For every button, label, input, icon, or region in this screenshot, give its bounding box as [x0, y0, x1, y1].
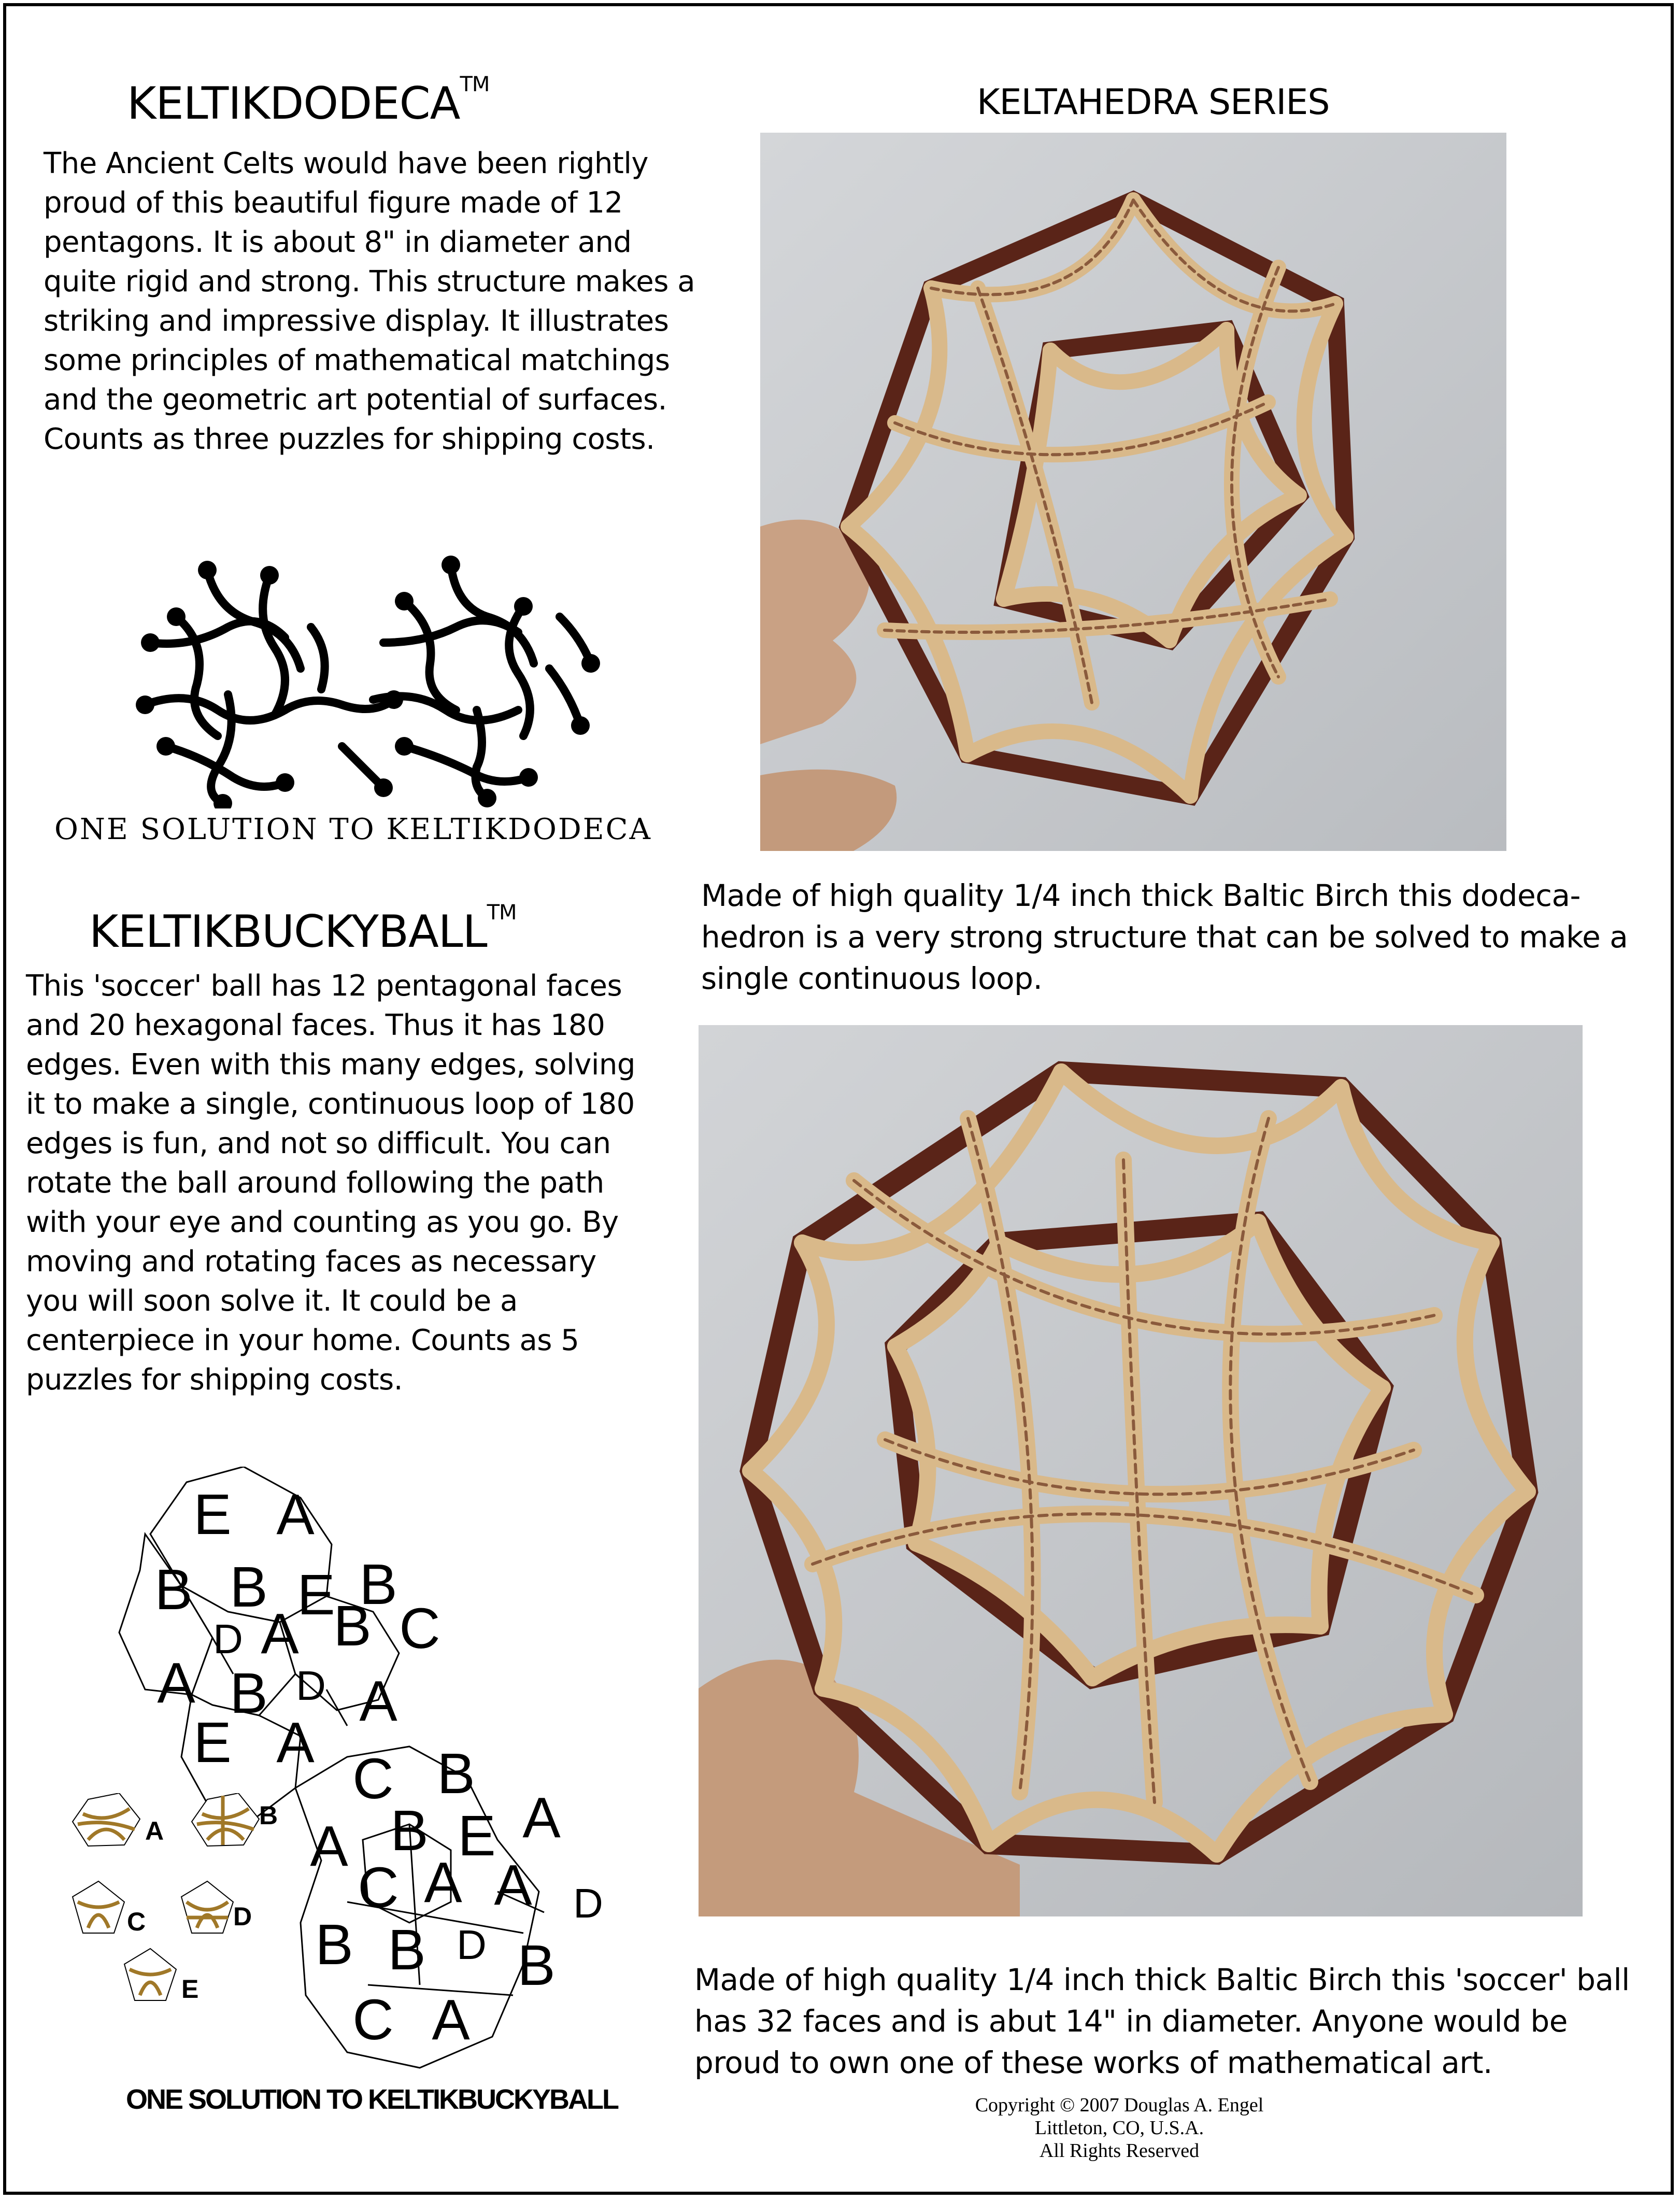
keltikdodeca-solution-caption: ONE SOLUTION TO KELTIKDODECA — [54, 813, 652, 846]
copyright-line-3: All Rights Reserved — [1039, 2140, 1200, 2162]
legend-label-d: D — [233, 1902, 252, 1931]
buckyball-caption: Made of high quality 1/4 inch thick Baltic Birch this 'soccer' ball has 32 faces and is abut 14" in diameter. Anyone would be proud to own one of these works of mathematical art. — [694, 1962, 1630, 2080]
diagram-letter: A — [310, 1814, 348, 1878]
diagram-letter: B — [517, 1934, 556, 1997]
legend-label-c: C — [127, 1907, 146, 1936]
keltikdodeca-description: The Ancient Celts would have been rightly proud of this beautiful figure made of 12 pentagons. It is about 8" in diameter and quite rigid and strong. This structure makes a striking and impressive display. It illustrates some principles of mathematical matchings and the geometric art potential of surfaces. Counts as three puzzles for shipping costs. — [44, 147, 695, 456]
legend-label-e: E — [181, 1975, 199, 2004]
diagram-letter: C — [399, 1597, 440, 1660]
diagram-letter: E — [193, 1483, 232, 1546]
diagram-letter: A — [424, 1851, 462, 1914]
diagram-letter: B — [315, 1913, 353, 1977]
buckyball-piece-legend — [57, 1793, 326, 2011]
diagram-letter: A — [261, 1602, 299, 1666]
diagram-letter: C — [352, 1747, 394, 1811]
keltikbuckyball-description: This 'soccer' ball has 12 pentagonal faces and 20 hexagonal faces. Thus it has 180 edges. Even with this many edges, solving it to make a single, continuous loop of 180 edges is fun, and not so difficult. You can rotate the ball around following the path with your eye and counting as you go. By moving and rotating faces as necessary you will soon solve it. It could be a centerpiece in your home. Counts as 5 puzzles for shipping costs. — [26, 969, 635, 1397]
diagram-letter: B — [333, 1594, 372, 1658]
diagram-letter: A — [522, 1786, 561, 1850]
diagram-letter: E — [458, 1804, 496, 1868]
keltikbuckyball-solution-caption: ONE SOLUTION TO KELTIKBUCKYBALL — [126, 2084, 618, 2115]
diagram-letter: A — [276, 1483, 315, 1546]
diagram-letter: B — [437, 1742, 475, 1806]
diagram-letter: A — [494, 1853, 532, 1917]
keltikbuckyball-title: KELTIKBUCKYBALL™ — [89, 901, 517, 958]
diagram-letter: C — [352, 1988, 394, 2052]
copyright-notice — [922, 2094, 1316, 2162]
diagram-letter: D — [213, 1616, 243, 1662]
diagram-letter: B — [390, 1799, 429, 1863]
diagram-letter: D — [573, 1880, 603, 1926]
diagram-letter: B — [230, 1662, 268, 1725]
series-title: KELTAHEDRA SERIES — [977, 82, 1330, 123]
diagram-letter: B — [359, 1553, 397, 1616]
legend-label-b: B — [259, 1801, 278, 1830]
legend-label-a: A — [145, 1816, 164, 1845]
keltikdodeca-title: KELTIKDODECA™ — [127, 73, 490, 130]
diagram-letter: D — [296, 1663, 326, 1709]
dodeca-caption: Made of high quality 1/4 inch thick Baltic Birch this dodeca-hedron is a very strong structure that can be solved to make a single continuous loop. — [701, 878, 1628, 996]
keltikbuckyball-photo — [699, 1025, 1583, 1916]
diagram-letter: A — [432, 1988, 470, 2052]
diagram-letter: B — [154, 1558, 193, 1622]
diagram-letter: D — [457, 1922, 487, 1968]
diagram-letter: E — [297, 1563, 335, 1627]
diagram-letter: A — [276, 1711, 315, 1774]
keltikdodeca-photo — [760, 133, 1506, 851]
diagram-letter: B — [388, 1918, 426, 1982]
diagram-letter: C — [358, 1856, 399, 1920]
copyright-line-2: Littleton, CO, U.S.A. — [1034, 2117, 1204, 2139]
diagram-letter: A — [359, 1669, 397, 1733]
keltikdodeca-solution-diagram — [114, 539, 606, 808]
diagram-letter: A — [157, 1651, 195, 1715]
copyright-line-1: Copyright © 2007 Douglas A. Engel — [975, 2094, 1264, 2116]
diagram-letter: E — [193, 1711, 232, 1774]
diagram-letter: B — [230, 1555, 268, 1619]
